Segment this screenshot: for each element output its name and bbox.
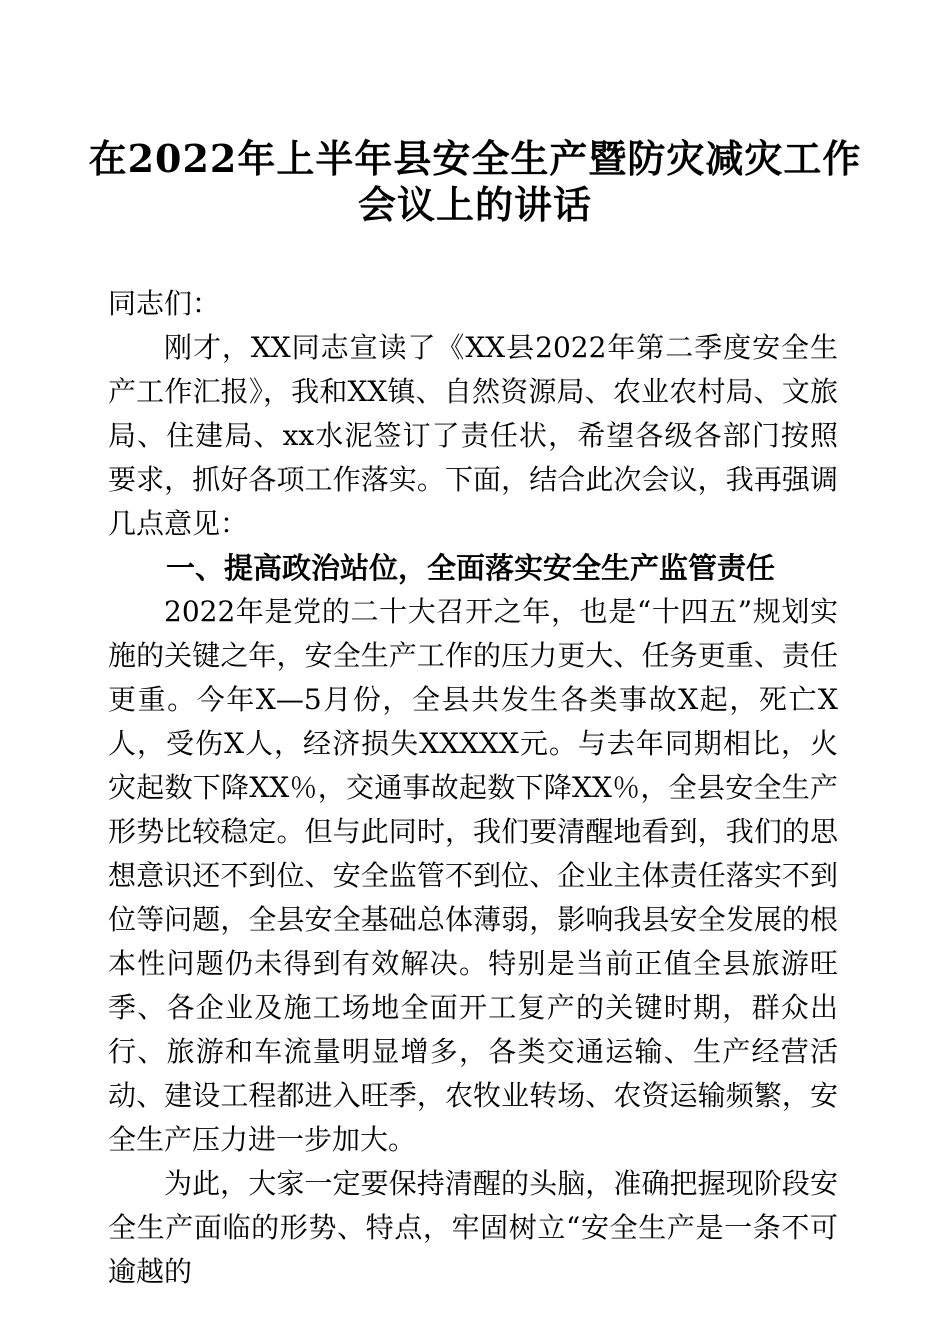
document-body <box>108 282 838 1294</box>
paragraph-situation-analysis: 2022年是党的二十大召开之年，也是“十四五”规划实施的关键之年，安全生产工作的压力更大、任务更重、责任更重。今年X—5月份，全县共发生各类事故X起，死亡X人，受伤X人，经济损失XXXXX元。与去年同期相比，火灾起数下降XX％，交通事故起数下降XX％，全县安全生产形势比较稳定。但与此同时，我们要清醒地看到，我们的思想意识还不到位、安全监管不到位、企业主体责任落实不到位等问题，全县安全基础总体薄弱，影响我县安全发展的根本性问题仍未得到有效解决。特别是当前正值全县旅游旺季、各企业及施工场地全面开工复产的关键时期，群众出行、旅游和车流量明显增多，各类交通运输、生产经营活动、建设工程都进入旺季，农牧业转场、农资运输频繁，安全生产压力进一步加大。 <box>108 595 838 1156</box>
section-heading-1: 一、提高政治站位，全面落实安全生产监管责任 <box>166 551 776 585</box>
document-title: 在2022年上半年县安全生产暨防灾减灾工作会议上的讲话 <box>88 136 862 227</box>
salutation: 同志们： <box>108 287 221 320</box>
paragraph-opening: 刚才，XX同志宣读了《XX县2022年第二季度安全生产工作汇报》，我和XX镇、自然资源局、农业农村局、文旅局、住建局、xx水泥签订了责任状，希望各级各部门按照要求，抓好各项工作落实。下面，结合此次会议，我再强调几点意见： <box>108 331 838 540</box>
paragraph-closing: 为此，大家一定要保持清醒的头脑，准确把握现阶段安全生产面临的形势、特点，牢固树立“安全生产是一条不可逾越的 <box>108 1167 838 1288</box>
